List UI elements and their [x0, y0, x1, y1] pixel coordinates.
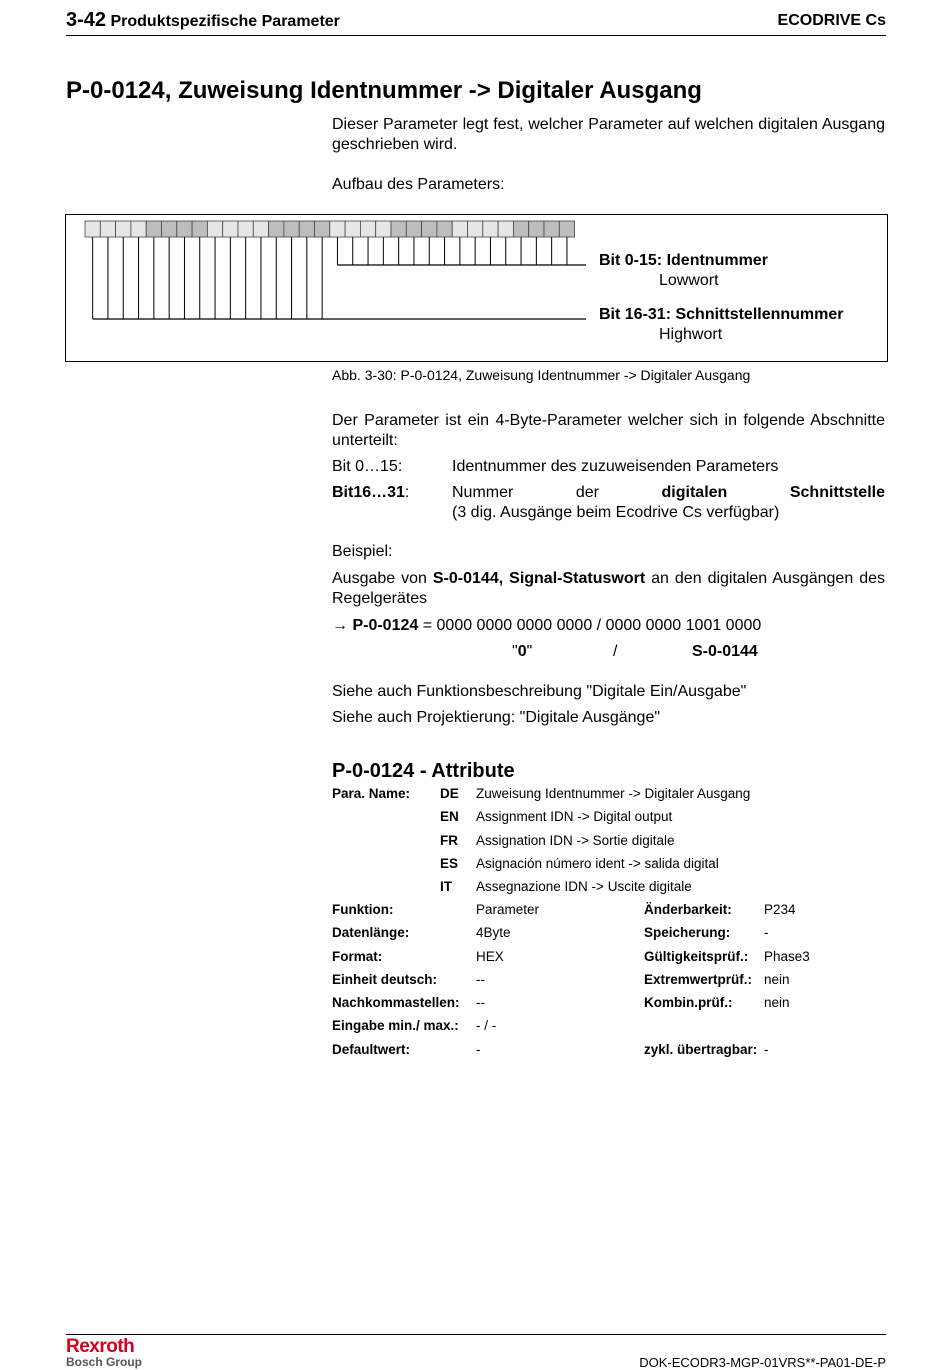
- attributes-title: P-0-0124 - Attribute: [332, 760, 515, 782]
- bit-cell: [238, 221, 253, 237]
- example-sparam: S-0-0144: [692, 643, 758, 660]
- bit-cell: [223, 221, 238, 237]
- para-name-text: Assignment IDN -> Digital output: [476, 809, 673, 825]
- bit-cell: [468, 221, 483, 237]
- lang-code: FR: [440, 832, 458, 848]
- bit-term-2: [332, 483, 452, 503]
- bit-cell: [422, 221, 437, 237]
- bit-diagram: [66, 215, 887, 361]
- attribute-row: [332, 972, 885, 995]
- example-param-bold: S-0-0144, Signal-Statuswort: [432, 570, 646, 587]
- attr-value: - / -: [476, 1018, 497, 1034]
- example-pre: Ausgabe von: [332, 570, 433, 587]
- attribute-table: [332, 902, 885, 1065]
- quote-close: ": [526, 643, 533, 660]
- quote-open: ": [512, 643, 518, 660]
- attribute-row: [332, 949, 885, 972]
- para-name-row: [440, 879, 750, 902]
- bit-desc-2-a: Nummer: [452, 484, 514, 501]
- structure-paragraph: Der Parameter ist ein 4-Byte-Parameter welcher sich in folgende Abschnitte unterteilt:: [332, 412, 885, 449]
- lang-code: EN: [440, 809, 459, 825]
- bit-cell: [376, 221, 391, 237]
- rexroth-logo: [66, 1336, 142, 1369]
- para-name-text: Assignation IDN -> Sortie digitale: [476, 832, 675, 848]
- bit-cell: [391, 221, 406, 237]
- bit-structure-figure: [65, 214, 888, 362]
- attribute-row: [332, 902, 885, 925]
- attr-value: --: [476, 971, 485, 987]
- attr-label: Kombin.prüf.:: [644, 995, 733, 1011]
- attr-label: Änderbarkeit:: [644, 902, 732, 917]
- product-name: ECODRIVE Cs: [777, 12, 886, 29]
- bit-cell: [559, 221, 574, 237]
- bit-cell: [116, 221, 131, 237]
- attr-value: P234: [764, 902, 796, 917]
- attribute-row: [332, 925, 885, 948]
- attribute-row: [332, 1042, 885, 1065]
- beispiel-label: Beispiel:: [332, 543, 393, 560]
- bit-cell: [513, 221, 528, 237]
- bit-cell: [284, 221, 299, 237]
- section-title: Produktspezifische Parameter: [110, 13, 340, 30]
- para-name-list: [440, 786, 750, 902]
- aufbau-label: Aufbau des Parameters:: [332, 176, 505, 193]
- bit-desc-2-dig: digitalen: [661, 484, 728, 501]
- bit-cell: [345, 221, 360, 237]
- document-id: DOK-ECODR3-MGP-01VRS**-PA01-DE-P: [639, 1355, 886, 1370]
- example-value-line: [332, 616, 885, 636]
- attr-value: 4Byte: [476, 925, 511, 941]
- attr-value: nein: [764, 995, 790, 1011]
- bit-cell: [207, 221, 222, 237]
- para-name-row: [440, 833, 750, 856]
- bit-cell: [299, 221, 314, 237]
- bit-term-2-bold: Bit16…31: [332, 484, 405, 501]
- example-paragraph: [332, 569, 885, 609]
- attr-label: zykl. übertragbar:: [644, 1041, 758, 1057]
- page-number: 3-42: [66, 9, 107, 31]
- bit-cell: [162, 221, 177, 237]
- page-title: P-0-0124, Zuweisung Identnummer -> Digitaler Ausgang: [66, 77, 702, 104]
- attr-label: Speicherung:: [644, 925, 731, 941]
- attr-label: Gültigkeitsprüf.:: [644, 948, 749, 964]
- lang-code: ES: [440, 855, 459, 871]
- bit-cell: [131, 221, 146, 237]
- example-param: P-0-0124: [352, 617, 419, 634]
- attr-value: nein: [764, 971, 790, 987]
- bit-cell: [437, 221, 452, 237]
- para-name-label: Para. Name:: [332, 786, 411, 801]
- attribute-row: [332, 1018, 885, 1041]
- bit-cell: [177, 221, 192, 237]
- header-divider: [66, 35, 886, 36]
- para-name-text: Assegnazione IDN -> Uscite digitale: [476, 879, 692, 895]
- example-zero: [512, 643, 532, 661]
- figure-caption: Abb. 3-30: P-0-0124, Zuweisung Identnummer -> Digitaler Ausgang: [332, 367, 751, 383]
- para-name-row: [440, 856, 750, 879]
- see-also-1: Siehe auch Funktionsbeschreibung "Digitale Ein/Ausgabe": [332, 683, 747, 700]
- bit-cell: [85, 221, 100, 237]
- attr-label: Einheit deutsch:: [332, 971, 438, 987]
- para-name-row: [440, 809, 750, 832]
- attr-value: -: [764, 1041, 769, 1057]
- bit-cell: [100, 221, 115, 237]
- zero-value: 0: [517, 643, 527, 660]
- bit-desc-2-c: (3 dig. Ausgänge beim Ecodrive Cs verfügbar): [452, 504, 780, 521]
- bit-cell: [406, 221, 421, 237]
- figure-label-low: Bit 0-15: Identnummer: [599, 252, 768, 269]
- attr-label: Extremwertprüf.:: [644, 971, 753, 987]
- bit-desc-1: Identnummer des zuzuweisenden Parameters: [452, 458, 779, 475]
- see-also-2: Siehe auch Projektierung: "Digitale Ausgänge": [332, 709, 661, 726]
- lang-code: IT: [440, 879, 452, 895]
- bit-term-1: Bit 0…15:: [332, 458, 403, 475]
- bit-term-2-colon: :: [404, 484, 410, 501]
- figure-sub-high: Highwort: [659, 326, 723, 343]
- bit-cell: [360, 221, 375, 237]
- attr-label: Format:: [332, 948, 383, 964]
- bit-cell: [269, 221, 284, 237]
- bit-definition-1: [332, 457, 885, 477]
- attr-value: --: [476, 995, 485, 1011]
- bit-desc-2-schnitt: Schnittstelle: [789, 484, 885, 501]
- attr-label: Defaultwert:: [332, 1041, 411, 1057]
- attr-value: Parameter: [476, 902, 540, 917]
- attr-label: Datenlänge:: [332, 925, 410, 941]
- page-header-left: [66, 9, 340, 32]
- bit-desc-2: [452, 483, 885, 503]
- logo-brand: Rexroth: [66, 1336, 135, 1357]
- bit-desc-2-der: der: [575, 484, 599, 501]
- attr-value: Phase3: [764, 948, 810, 964]
- intro-paragraph: Dieser Parameter legt fest, welcher Parameter auf welchen digitalen Ausgang geschrieben wird.: [332, 116, 885, 153]
- bit-cell: [452, 221, 467, 237]
- attr-value: -: [476, 1041, 481, 1057]
- arrow-icon: →: [332, 617, 348, 634]
- bit-definition-2: [332, 483, 885, 523]
- para-name-row: [440, 786, 750, 809]
- attr-value: HEX: [476, 948, 504, 964]
- example-slash: /: [613, 643, 618, 660]
- example-post: an den digitalen Ausgängen des Regelgerätes: [332, 570, 885, 607]
- lang-code: DE: [440, 786, 459, 801]
- figure-label-high: Bit 16-31: Schnittstellennummer: [599, 306, 844, 323]
- para-name-text: Asignación número ident -> salida digital: [476, 855, 719, 871]
- attr-value: -: [764, 925, 769, 941]
- bit-cell: [544, 221, 559, 237]
- para-name-text: Zuweisung Identnummer -> Digitaler Ausgang: [476, 786, 751, 801]
- attr-label: Funktion:: [332, 902, 394, 917]
- bit-cell: [498, 221, 513, 237]
- example-value: = 0000 0000 0000 0000 / 0000 0000 1001 0000: [418, 617, 762, 634]
- figure-sub-low: Lowwort: [659, 272, 719, 289]
- bit-cell: [146, 221, 161, 237]
- bit-cell: [192, 221, 207, 237]
- attribute-row: [332, 995, 885, 1018]
- footer-divider: [66, 1334, 886, 1335]
- bit-cell: [253, 221, 268, 237]
- bit-cell: [330, 221, 345, 237]
- attr-label: Eingabe min./ max.:: [332, 1018, 459, 1034]
- attr-label: Nachkommastellen:: [332, 995, 460, 1011]
- bit-cell: [483, 221, 498, 237]
- bit-cell: [315, 221, 330, 237]
- logo-group: Bosch Group: [66, 1355, 143, 1369]
- bit-cell: [529, 221, 544, 237]
